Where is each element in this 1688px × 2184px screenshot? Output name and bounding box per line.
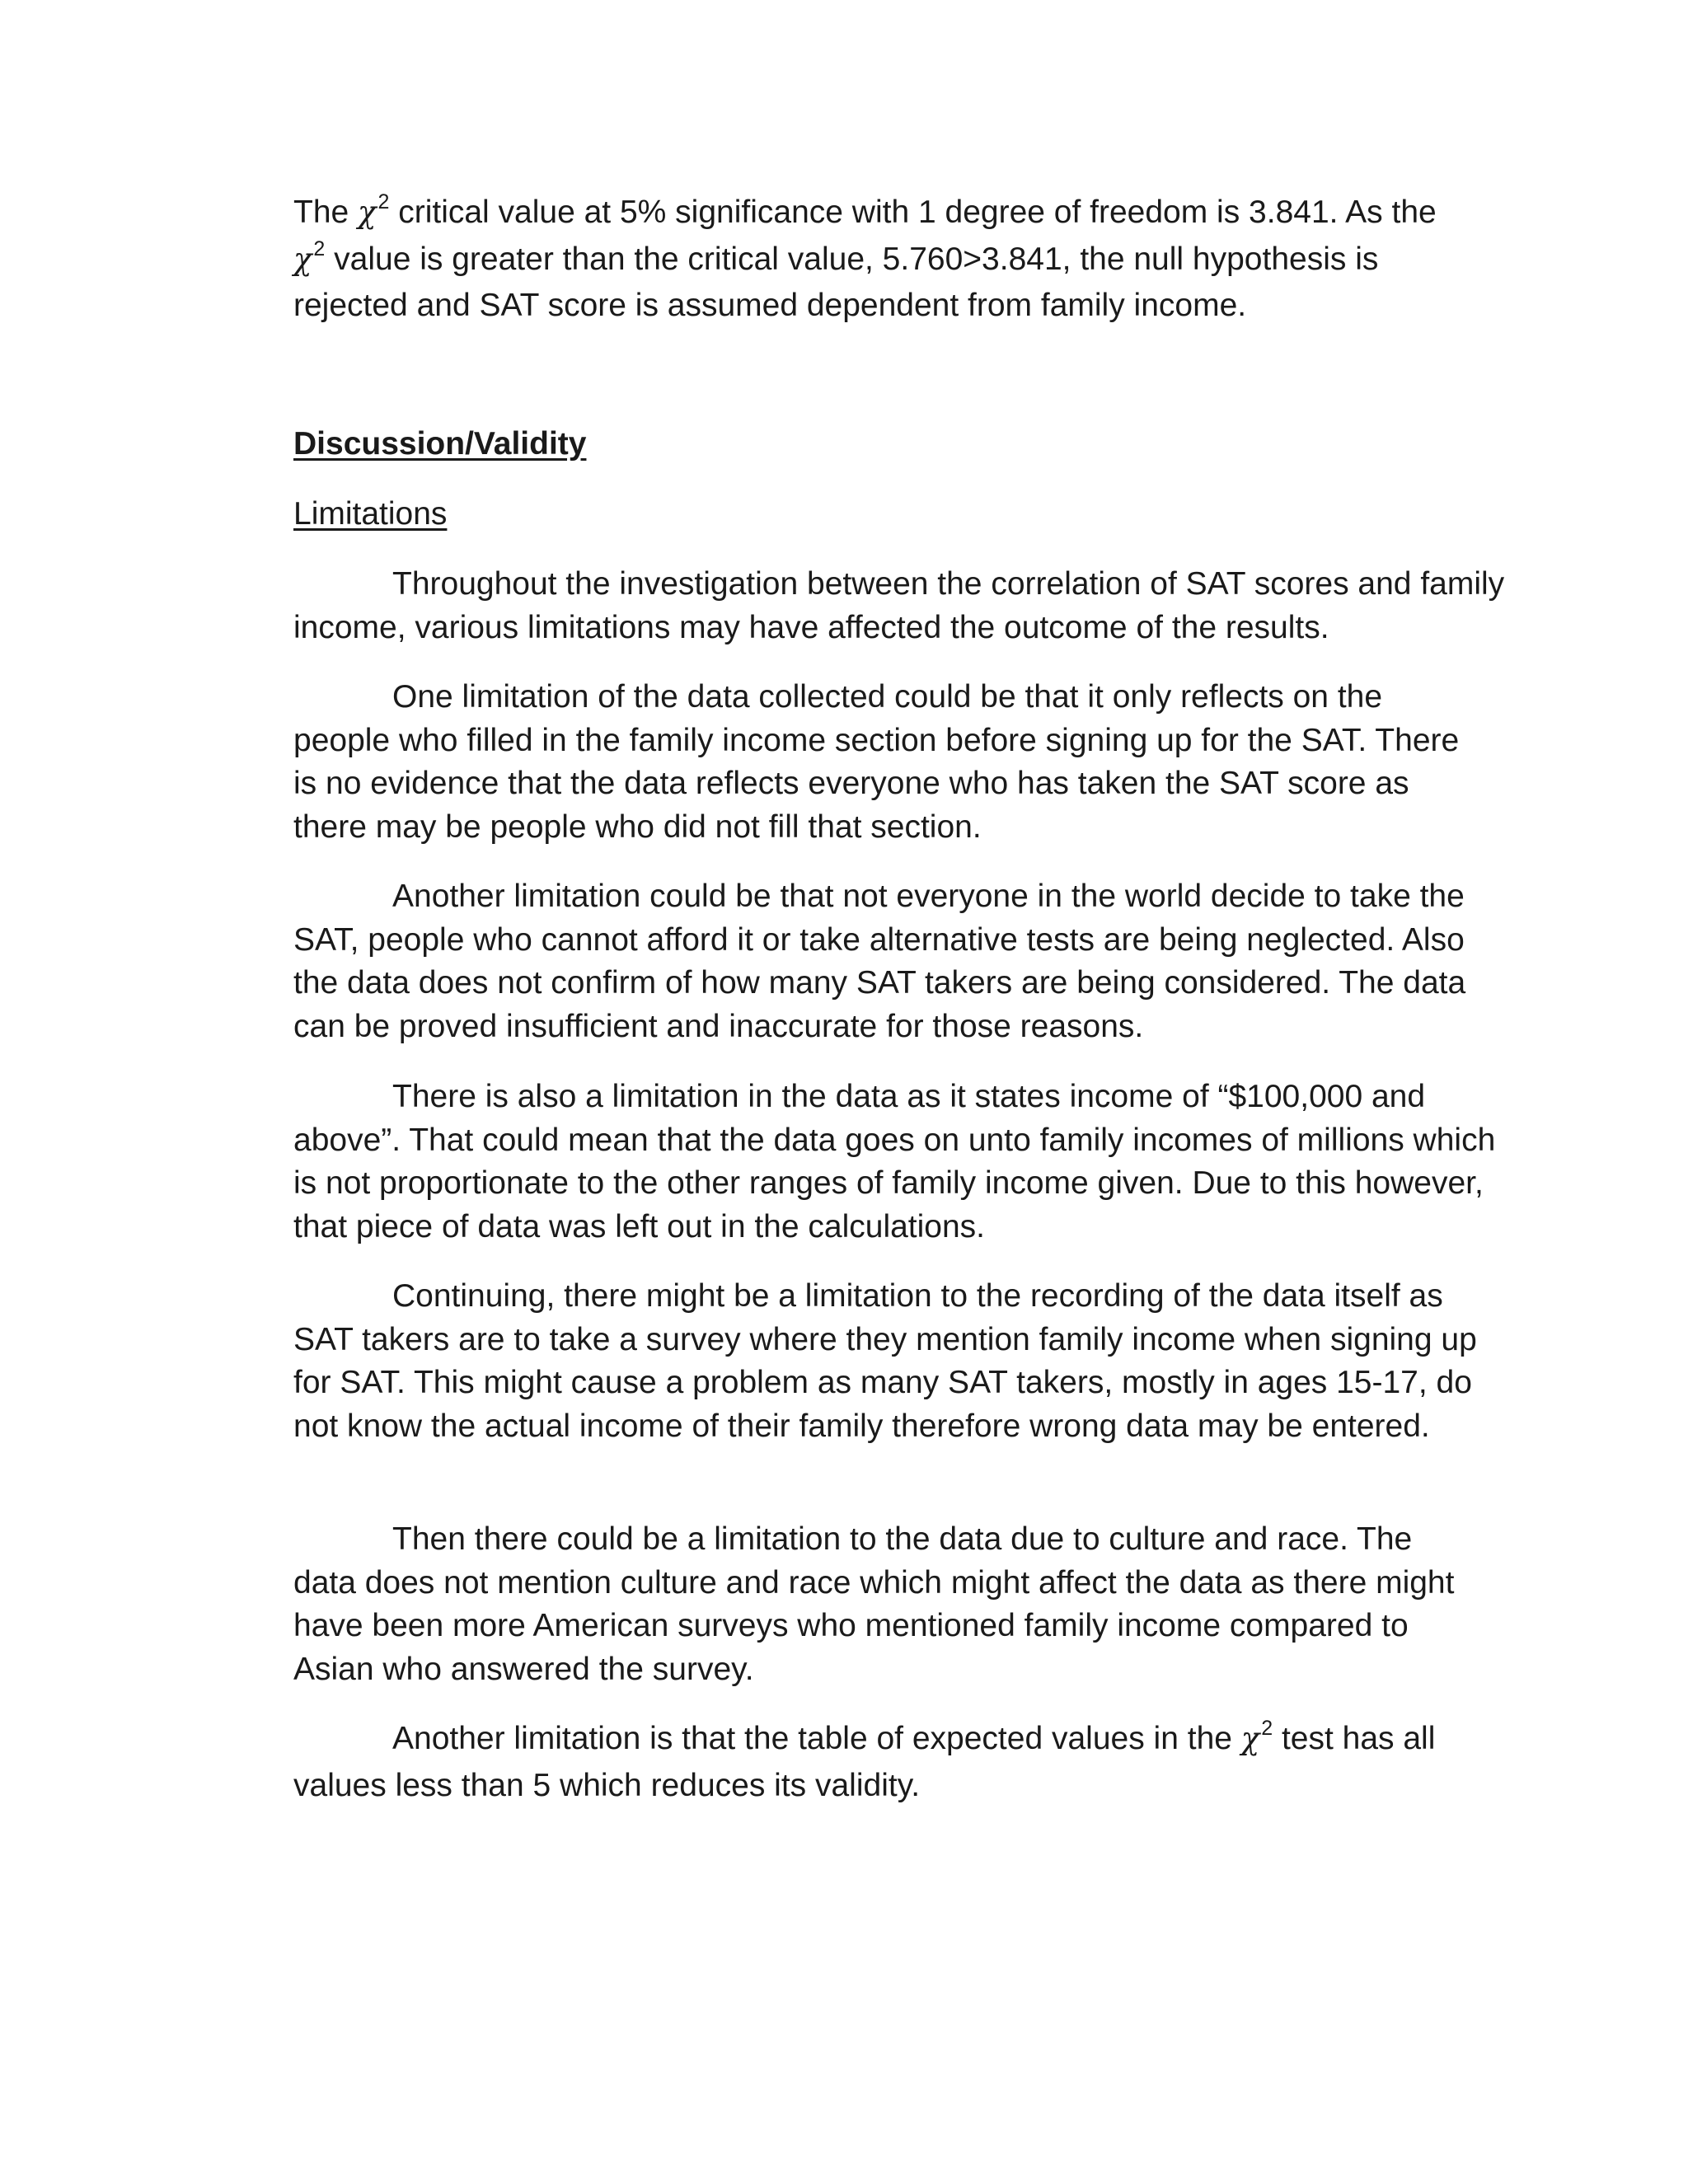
last-paragraph-text-a: Another limitation is that the table of expected values in the [392,1721,1241,1756]
paragraph-1: Throughout the investigation between the correlation of SAT scores and family income, various limitations may have affected the outcome of the results. [293,566,1505,645]
paragraph-5: Continuing, there might be a limitation to the recording of the data itself as SAT takers are to take a survey where they mention family income when signing up for SAT. This might cause a problem as many SAT takers, mostly in ages 15-17, do not know the actual income of their family therefore wrong data may be entered. [293,1278,1477,1444]
intro-text-b: critical value at 5% significance with 1 degree of freedom is 3.841. As the [389,194,1437,230]
paragraph-3: Another limitation could be that not everyone in the world decide to take the SAT, people who cannot afford it or take alternative tests are being neglected. Also the data does not confirm of how many SAT takers are being considered. The data can be proved insufficient and inaccurate for those reasons. [293,879,1466,1044]
chi-squared-symbol: $\chi^2$ [293,237,326,277]
paragraph-4: There is also a limitation in the data as it states income of “$100,000 and above”. That could mean that the data goes on unto family incomes of millions which is not proportionate to the other ranges of family income given. Due to this however, that piece of data was left out in the calculations. [293,1079,1496,1244]
chi-squared-symbol: $\chi^2$ [1240,1717,1273,1756]
last-paragraph-text-b: test has all values less than 5 which reduces its validity. [293,1721,1436,1803]
intro-text-c: value is greater than the critical value, 5.760>3.841, the null hypothesis is rejected and SAT score is assumed dependent from family income. [293,241,1379,323]
chi-squared-symbol: $\chi^2$ [358,190,390,230]
paragraph-7 [293,1718,1505,1807]
paragraph-2: One limitation of the data collected could be that it only reflects on the people who filled in the family income section before signing up for the SAT. There is no evidence that the data reflects everyone who has taken the SAT score as there may be people who did not fill that section. [293,679,1460,845]
section-subheading: Limitations [293,496,448,532]
paragraph-6: Then there could be a limitation to the data due to culture and race. The data does not mention culture and race which might affect the data as there might have been more American surveys who mentioned family income compared to Asian who answered the survey. [293,1521,1455,1687]
intro-text-a: The [293,194,359,230]
intro-paragraph [293,191,1497,328]
section-heading: Discussion/Validity [293,426,587,462]
